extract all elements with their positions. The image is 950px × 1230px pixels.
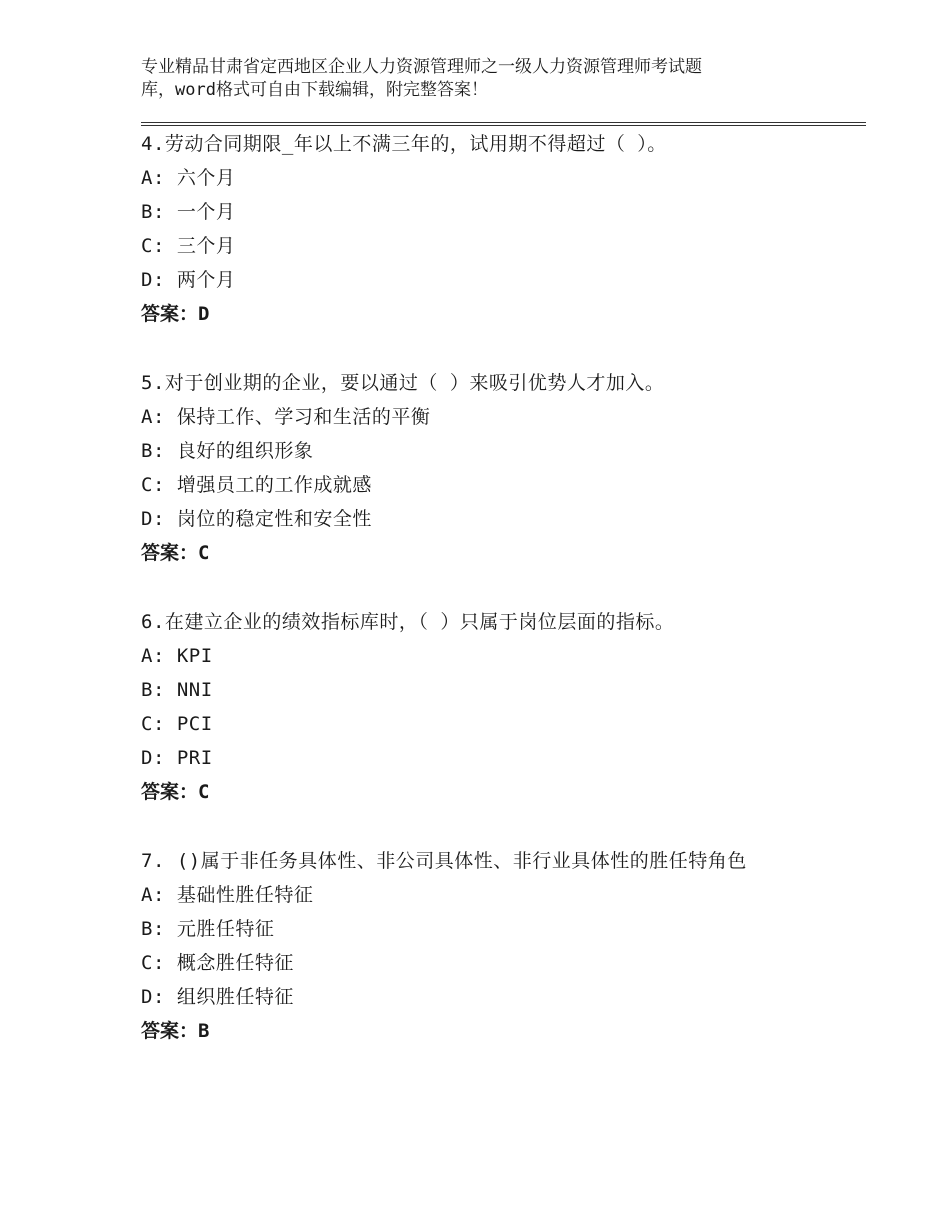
answer-label: 答案： bbox=[141, 542, 199, 564]
option-c: C: 概念胜任特征 bbox=[141, 952, 294, 974]
header-divider-top bbox=[141, 122, 866, 123]
answer-value: B bbox=[198, 1020, 210, 1042]
option-b: B: 一个月 bbox=[141, 201, 236, 223]
header-line-2: 库，word格式可自由下载编辑，附完整答案！ bbox=[141, 80, 488, 100]
option-d: D: 组织胜任特征 bbox=[141, 986, 294, 1008]
option-d: D: 两个月 bbox=[141, 269, 236, 291]
question-stem: 4.劳动合同期限_年以上不满三年的，试用期不得超过（ ）。 bbox=[141, 133, 667, 155]
answer-value: C bbox=[198, 781, 210, 803]
question-4 bbox=[141, 127, 866, 331]
option-d: D: 岗位的稳定性和安全性 bbox=[141, 508, 372, 530]
question-stem: 6.在建立企业的绩效指标库时，（ ）只属于岗位层面的指标。 bbox=[141, 611, 675, 633]
option-c: C: PCI bbox=[141, 713, 213, 735]
answer-label: 答案： bbox=[141, 781, 199, 803]
document-header bbox=[141, 56, 801, 102]
option-a: A: 六个月 bbox=[141, 167, 236, 189]
option-b: B: 良好的组织形象 bbox=[141, 440, 314, 462]
answer-line bbox=[141, 297, 866, 331]
question-5 bbox=[141, 366, 866, 570]
answer-line bbox=[141, 536, 866, 570]
answer-value: D bbox=[198, 303, 210, 325]
option-a: A: KPI bbox=[141, 645, 213, 667]
option-b: B: 元胜任特征 bbox=[141, 918, 275, 940]
answer-label: 答案： bbox=[141, 1020, 199, 1042]
option-d: D: PRI bbox=[141, 747, 213, 769]
option-b: B: NNI bbox=[141, 679, 213, 701]
answer-value: C bbox=[198, 542, 210, 564]
question-6 bbox=[141, 605, 866, 809]
option-a: A: 基础性胜任特征 bbox=[141, 884, 314, 906]
answer-line bbox=[141, 775, 866, 809]
option-c: C: 增强员工的工作成就感 bbox=[141, 474, 372, 496]
answer-line bbox=[141, 1014, 866, 1048]
header-line-1: 专业精品甘肃省定西地区企业人力资源管理师之一级人力资源管理师考试题 bbox=[141, 57, 702, 77]
question-stem: 5.对于创业期的企业，要以通过（ ）来吸引优势人才加入。 bbox=[141, 372, 665, 394]
answer-label: 答案： bbox=[141, 303, 199, 325]
header-divider-bottom bbox=[141, 125, 866, 126]
question-7 bbox=[141, 844, 866, 1048]
question-stem: 7. ()属于非任务具体性、非公司具体性、非行业具体性的胜任特角色 bbox=[141, 850, 747, 872]
option-c: C: 三个月 bbox=[141, 235, 236, 257]
option-a: A: 保持工作、学习和生活的平衡 bbox=[141, 406, 431, 428]
